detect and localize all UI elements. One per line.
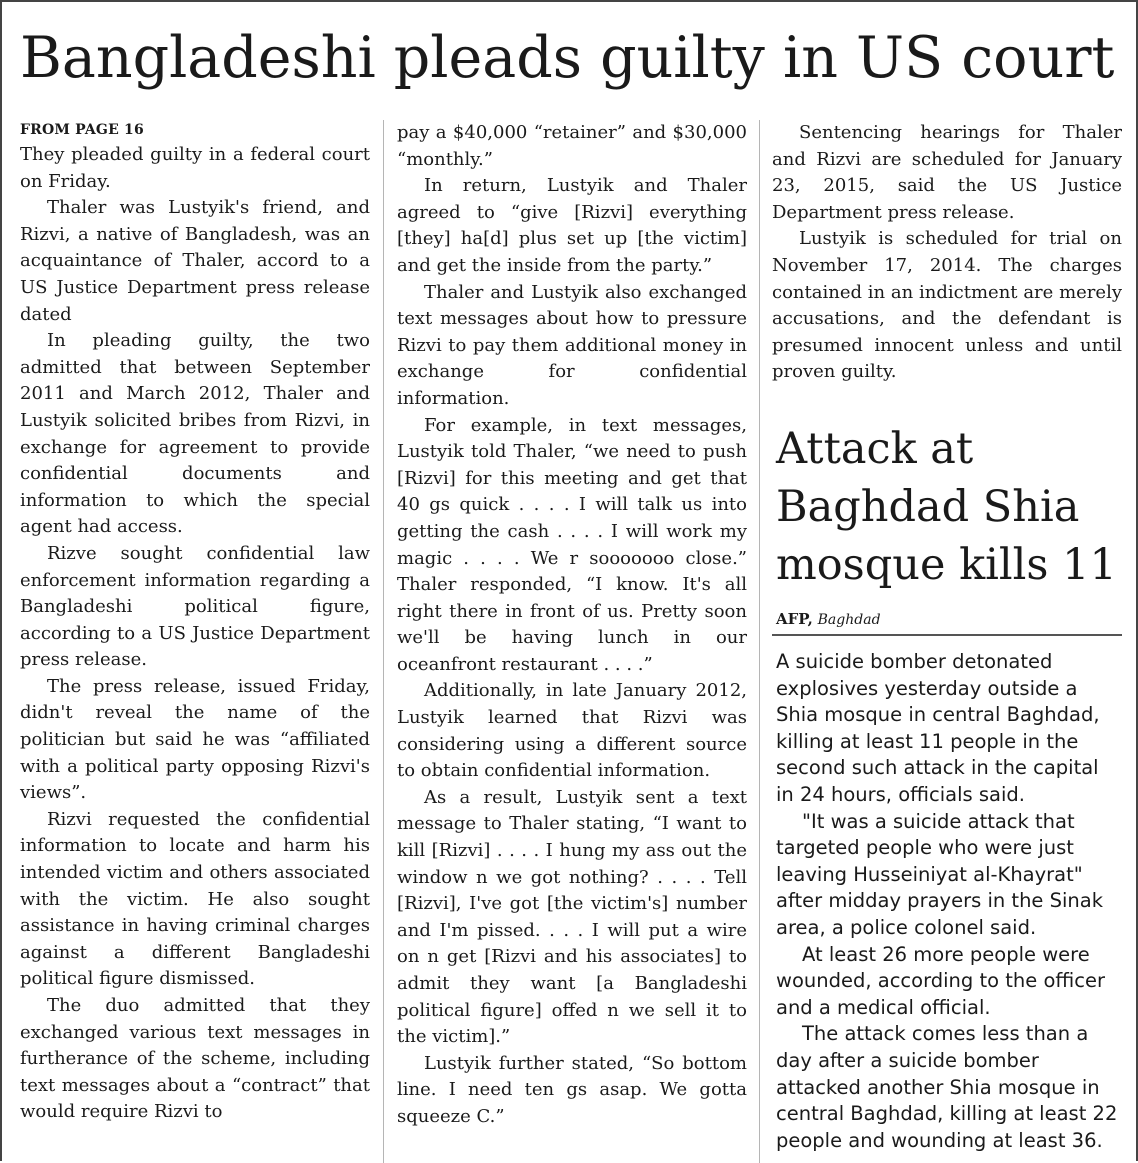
article-paragraph: In return, Lustyik and Thaler agreed to “give [Rizvi] everything [they] ha[d] plus set up [the victim] and get the inside from the party.” <box>397 175 747 276</box>
article-paragraph: Lustyik is scheduled for trial on November 17, 2014. The charges contained in an indictment are merely accusations, and the defendant is presumed innocent unless and until proven guilty. <box>772 228 1122 383</box>
article-paragraph: The duo admitted that they exchanged various text messages in furtherance of the scheme, including text messages about a “contract” that would require Rizvi to <box>20 995 370 1123</box>
article-paragraph: "It was a suicide attack that targeted people who were just leaving Husseiniyat al-Khayrat" after midday prayers in the Sinak area, a police colonel said. <box>776 809 1104 939</box>
article-paragraph: They pleaded guilty in a federal court on Friday. <box>20 144 370 192</box>
story-column-2 <box>397 120 747 1131</box>
article-paragraph: In pleading guilty, the two admitted that between September 2011 and March 2012, Thaler and Lustyik solicited bribes from Rizvi, in exchange for agreement to provide confidential documents and information to which the special agent had access. <box>20 330 370 538</box>
story-column-1 <box>20 118 370 1126</box>
story-column-3 <box>772 120 1122 386</box>
article-paragraph: pay a $40,000 “retainer” and $30,000 “monthly.” <box>397 122 747 170</box>
secondary-headline <box>776 420 1117 594</box>
headline-line: Attack at <box>776 424 974 474</box>
article-paragraph: Rizve sought confidential law enforcement information regarding a Bangladeshi political figure, according to a US Justice Department press release. <box>20 542 370 671</box>
headline-line: mosque kills 11 <box>776 540 1117 590</box>
article-paragraph: The press release, issued Friday, didn't reveal the name of the politician but said he was “affiliated with a political party opposing Rizvi's views”. <box>20 675 370 804</box>
article-paragraph: Lustyik further stated, “So bottom line. I need ten gs asap. We gotta squeeze C.” <box>397 1052 747 1127</box>
article-paragraph: The attack comes less than a day after a suicide bomber attacked another Shia mosque in central Baghdad, killing at least 22 people and wounding at least 36. <box>776 1022 1118 1152</box>
byline-divider <box>772 634 1122 636</box>
article-paragraph: A suicide bomber detonated explosives yesterday outside a Shia mosque in central Baghdad, killing at least 11 people in the second such attack in the capital in 24 hours, officials said. <box>776 650 1100 806</box>
article-paragraph: Additionally, in late January 2012, Lustyik learned that Rizvi was considering using a different source to obtain confidential information. <box>397 680 747 782</box>
secondary-story-body <box>776 649 1122 1154</box>
column-rule <box>383 120 384 1163</box>
article-paragraph: At least 26 more people were wounded, according to the officer and a medical official. <box>776 942 1105 1019</box>
jump-label: FROM PAGE 16 <box>20 122 144 138</box>
article-paragraph: Sentencing hearings for Thaler and Rizvi are scheduled for January 23, 2015, said the US Justice Department press release. <box>772 122 1122 223</box>
article-paragraph: As a result, Lustyik sent a text message to Thaler stating, “I want to kill [Rizvi] . . . . I hung my ass out the window n we got nothing? . . . . Tell [Rizvi], I've got [the victim's] number and I'm pissed. . . . I will put a wire on n get [Rizvi and his associates] to admit they want [a Bangladeshi political figure] offed n we sell it to the victim].” <box>397 786 747 1048</box>
article-paragraph: Rizvi requested the confidential information to locate and harm his intended victim and others associated with the victim. He also sought assistance in having criminal charges against a different Bangladeshi political figure dismissed. <box>20 808 370 990</box>
byline <box>776 608 881 631</box>
article-paragraph: Thaler and Lustyik also exchanged text messages about how to pressure Rizvi to pay them additional money in exchange for confidential information. <box>397 281 747 409</box>
byline-dateline: Baghdad <box>817 612 881 628</box>
column-rule <box>759 120 760 1163</box>
headline-line: Baghdad Shia <box>776 482 1080 532</box>
byline-agency: AFP, <box>776 610 813 628</box>
article-paragraph: For example, in text messages, Lustyik told Thaler, “we need to push [Rizvi] for this meeting and get that 40 gs quick . . . . I will talk us into getting the cash . . . . I will work my magic . . . . We r sooooooo close.” Thaler responded, “I know. It's all right there in front of us. Pretty soon we'll be having lunch in our oceanfront restaurant . . . .” <box>397 414 747 675</box>
article-paragraph: Thaler was Lustyik's friend, and Rizvi, a native of Bangladesh, was an acquaintance of Thaler, accord to a US Justice Department press release dated <box>20 197 370 325</box>
main-headline: Bangladeshi pleads guilty in US court <box>20 25 1115 91</box>
